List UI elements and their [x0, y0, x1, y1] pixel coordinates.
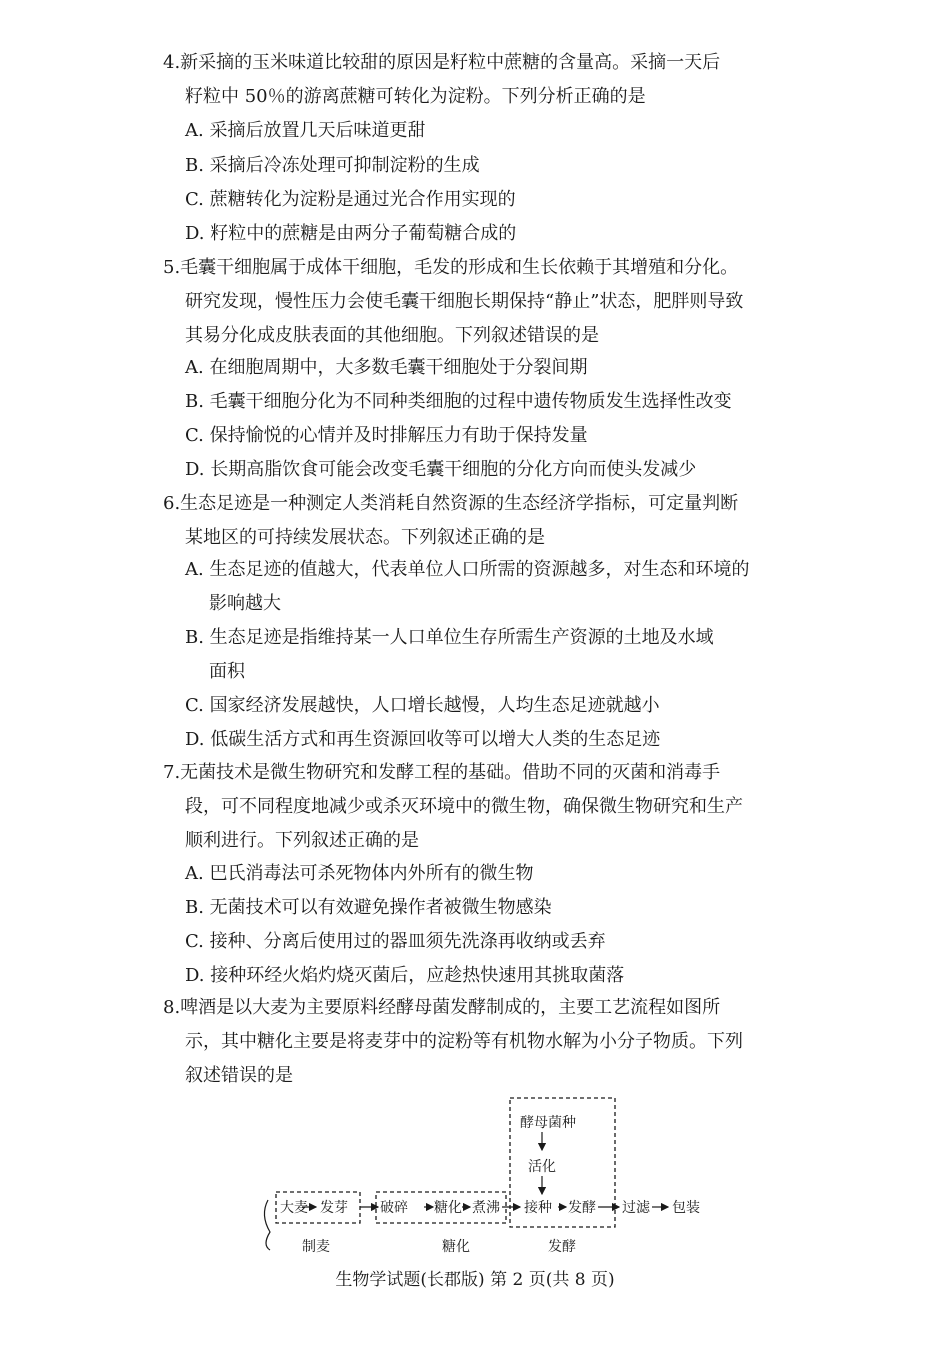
question-6-option-a-cont: 影响越大 [209, 593, 281, 614]
question-5-option-b: B. 毛囊干细胞分化为不同种类细胞的过程中遗传物质发生选择性改变 [185, 391, 732, 412]
question-6-option-c: C. 国家经济发展越快，人口增长越慢，人均生态足迹就越小 [185, 695, 660, 716]
question-4-stem-line-1: 4.新采摘的玉米味道比较甜的原因是籽粒中蔗糖的含量高。采摘一天后 [163, 52, 721, 73]
question-8-stem-line-2: 示，其中糖化主要是将麦芽中的淀粉等有机物水解为小分子物质。下列 [185, 1031, 743, 1052]
question-5-stem-line-1: 5.毛囊干细胞属于成体干细胞，毛发的形成和生长依赖于其增殖和分化。 [163, 257, 739, 278]
question-4-option-b: B. 采摘后冷冻处理可抑制淀粉的生成 [185, 155, 480, 176]
question-7-stem-line-2: 段，可不同程度地减少或杀灭环境中的微生物，确保微生物研究和生产 [185, 796, 743, 817]
label-saccharify: 糖化 [434, 1200, 462, 1216]
label-crush: 破碎 [380, 1200, 408, 1216]
page-footer: 生物学试题(长郡版) 第 2 页(共 8 页) [335, 1270, 615, 1290]
saccharify-box [376, 1192, 506, 1223]
question-6-option-b: B. 生态足迹是指维持某一人口单位生存所需生产资源的土地及水域 [185, 627, 714, 648]
question-7-stem-line-1: 7.无菌技术是微生物研究和发酵工程的基础。借助不同的灭菌和消毒手 [163, 762, 721, 783]
fermentation-box [510, 1098, 615, 1227]
question-8-stem-line-3: 叙述错误的是 [185, 1065, 293, 1086]
question-5-option-d: D. 长期高脂饮食可能会改变毛囊干细胞的分化方向而使头发减少 [185, 459, 697, 480]
question-5-option-c: C. 保持愉悦的心情并及时排解压力有助于保持发量 [185, 425, 588, 446]
label-package: 包装 [672, 1200, 700, 1216]
question-6-stem-line-2: 某地区的可持续发展状态。下列叙述正确的是 [185, 527, 545, 548]
question-5-option-a: A. 在细胞周期中，大多数毛囊干细胞处于分裂间期 [185, 357, 588, 378]
label-stage-saccharify: 糖化 [442, 1239, 470, 1255]
question-4-option-c: C. 蔗糖转化为淀粉是通过光合作用实现的 [185, 189, 516, 210]
question-7-option-b: B. 无菌技术可以有效避免操作者被微生物感染 [185, 897, 552, 918]
label-boil: 煮沸 [472, 1200, 500, 1216]
label-stage-malting: 制麦 [302, 1239, 330, 1255]
question-7-option-a: A. 巴氏消毒法可杀死物体内外所有的微生物 [185, 863, 534, 884]
label-ferment: 发酵 [568, 1200, 596, 1216]
label-barley: 大麦 [280, 1200, 308, 1216]
label-filter: 过滤 [622, 1200, 650, 1216]
flow-curve [264, 1200, 270, 1250]
label-germinate: 发芽 [320, 1200, 348, 1216]
question-4-stem-line-2: 籽粒中 50％的游离蔗糖可转化为淀粉。下列分析正确的是 [185, 86, 646, 107]
question-7-stem-line-3: 顺利进行。下列叙述正确的是 [185, 830, 419, 851]
question-4-option-d: D. 籽粒中的蔗糖是由两分子葡萄糖合成的 [185, 223, 517, 244]
question-6-stem-line-1: 6.生态足迹是一种测定人类消耗自然资源的生态经济学指标，可定量判断 [163, 493, 739, 514]
question-4-option-a: A. 采摘后放置几天后味道更甜 [185, 120, 426, 141]
question-6-option-b-cont: 面积 [209, 661, 245, 682]
label-stage-ferment: 发酵 [548, 1239, 576, 1255]
question-7-option-c: C. 接种、分离后使用过的器皿须先洗涤再收纳或丢弃 [185, 931, 606, 952]
label-yeast: 酵母菌种 [520, 1115, 576, 1131]
label-inoculate: 接种 [524, 1200, 552, 1216]
question-7-option-d: D. 接种环经火焰灼烧灭菌后，应趁热快速用其挑取菌落 [185, 965, 625, 986]
question-8-stem-line-1: 8.啤酒是以大麦为主要原料经酵母菌发酵制成的，主要工艺流程如图所 [163, 997, 721, 1018]
question-6-option-d: D. 低碳生活方式和再生资源回收等可以增大人类的生态足迹 [185, 729, 661, 750]
label-activate: 活化 [528, 1159, 556, 1175]
question-6-option-a: A. 生态足迹的值越大，代表单位人口所需的资源越多，对生态和环境的 [185, 559, 750, 580]
question-5-stem-line-2: 研究发现，慢性压力会使毛囊干细胞长期保持“静止”状态，肥胖则导致 [185, 291, 744, 312]
question-5-stem-line-3: 其易分化成皮肤表面的其他细胞。下列叙述错误的是 [185, 325, 599, 346]
malting-box [276, 1192, 360, 1223]
